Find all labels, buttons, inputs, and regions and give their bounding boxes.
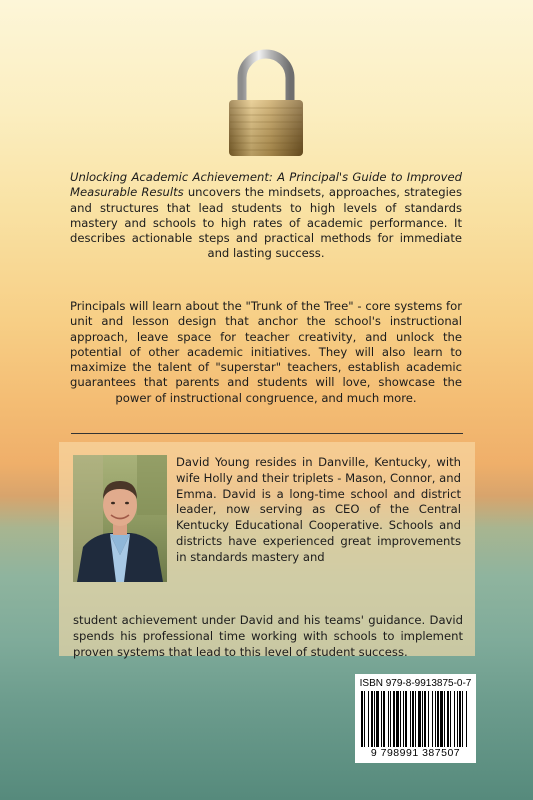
barcode-bar <box>454 691 455 747</box>
barcode-bar <box>361 691 363 747</box>
barcode-bar <box>400 691 401 747</box>
barcode-bar <box>418 691 421 747</box>
book-title-italic: Unlocking Academic Achievement: A Principal's Guide to Improved Measurable Results <box>70 170 462 200</box>
barcode-bar <box>444 691 445 747</box>
barcode-bar <box>440 691 443 747</box>
barcode-bar <box>390 691 391 747</box>
barcode-bar <box>437 691 439 747</box>
barcode-digits: 9 798991 387507 <box>370 747 461 759</box>
barcode-bar <box>412 691 414 747</box>
barcode-bar <box>422 691 423 747</box>
barcode-bar <box>428 691 429 747</box>
author-photo <box>73 455 167 582</box>
barcode-bar <box>388 691 389 747</box>
section-divider <box>71 433 463 434</box>
blurb-paragraph-1 <box>70 170 462 262</box>
barcode-bar <box>410 691 411 747</box>
barcode-bar <box>396 691 399 747</box>
blurb-paragraph-2: Principals will learn about the "Trunk of the Tree" - core systems for unit and lesson design that anchor the school's instructional approach, leave space for teacher creativity, and unlock the potential of other academic initiatives. They will also learn to maximize the talent of "superstar" teachers, establish academic guarantees that parents and students will love, showcase the power of instructional congruence, and much more. <box>70 299 462 405</box>
isbn-barcode <box>355 674 476 763</box>
barcode-bar <box>459 691 461 747</box>
blurb-paragraph-1-text: uncovers the mindsets, approaches, strategies and structures that lead students to high levels of standards mastery and schools to high rates of academic performance. It describes actionable steps and practical methods for immediate and lasting success. <box>70 185 462 261</box>
barcode-bar <box>376 691 379 747</box>
barcode-bar <box>374 691 375 747</box>
author-bio-text: David Young resides in Danville, Kentucky, with wife Holly and their triplets - Mason, Connor, and Emma. David is a long-time school and district leader, now serving as CEO of the Central Kentucky Educational Cooperative. Schools and districts have experienced great improvements in standards mastery and <box>176 455 461 564</box>
barcode-bar <box>364 691 365 747</box>
barcode-bar <box>466 691 467 747</box>
barcode-bar <box>462 691 463 747</box>
padlock-icon <box>226 46 306 158</box>
barcode-bar <box>393 691 395 747</box>
barcode-bar <box>450 691 451 747</box>
barcode-bar <box>381 691 382 747</box>
barcode-bar <box>403 691 404 747</box>
isbn-label: ISBN 979-8-9913875-0-7 <box>359 678 472 689</box>
barcode-bar <box>368 691 369 747</box>
barcode-bar <box>371 691 373 747</box>
author-bio-text-continued: student achievement under David and his teams' guidance. David spends his professional time working with schools to implement proven systems that lead to this level of student success. <box>73 613 463 659</box>
author-portrait-icon <box>73 455 167 582</box>
barcode-bar <box>435 691 436 747</box>
barcode-bar <box>432 691 433 747</box>
barcode-bars <box>361 691 470 747</box>
barcode-bar <box>457 691 458 747</box>
barcode-bar <box>447 691 449 747</box>
barcode-bar <box>424 691 426 747</box>
barcode-bar <box>415 691 416 747</box>
barcode-bar <box>383 691 385 747</box>
barcode-bar <box>405 691 407 747</box>
